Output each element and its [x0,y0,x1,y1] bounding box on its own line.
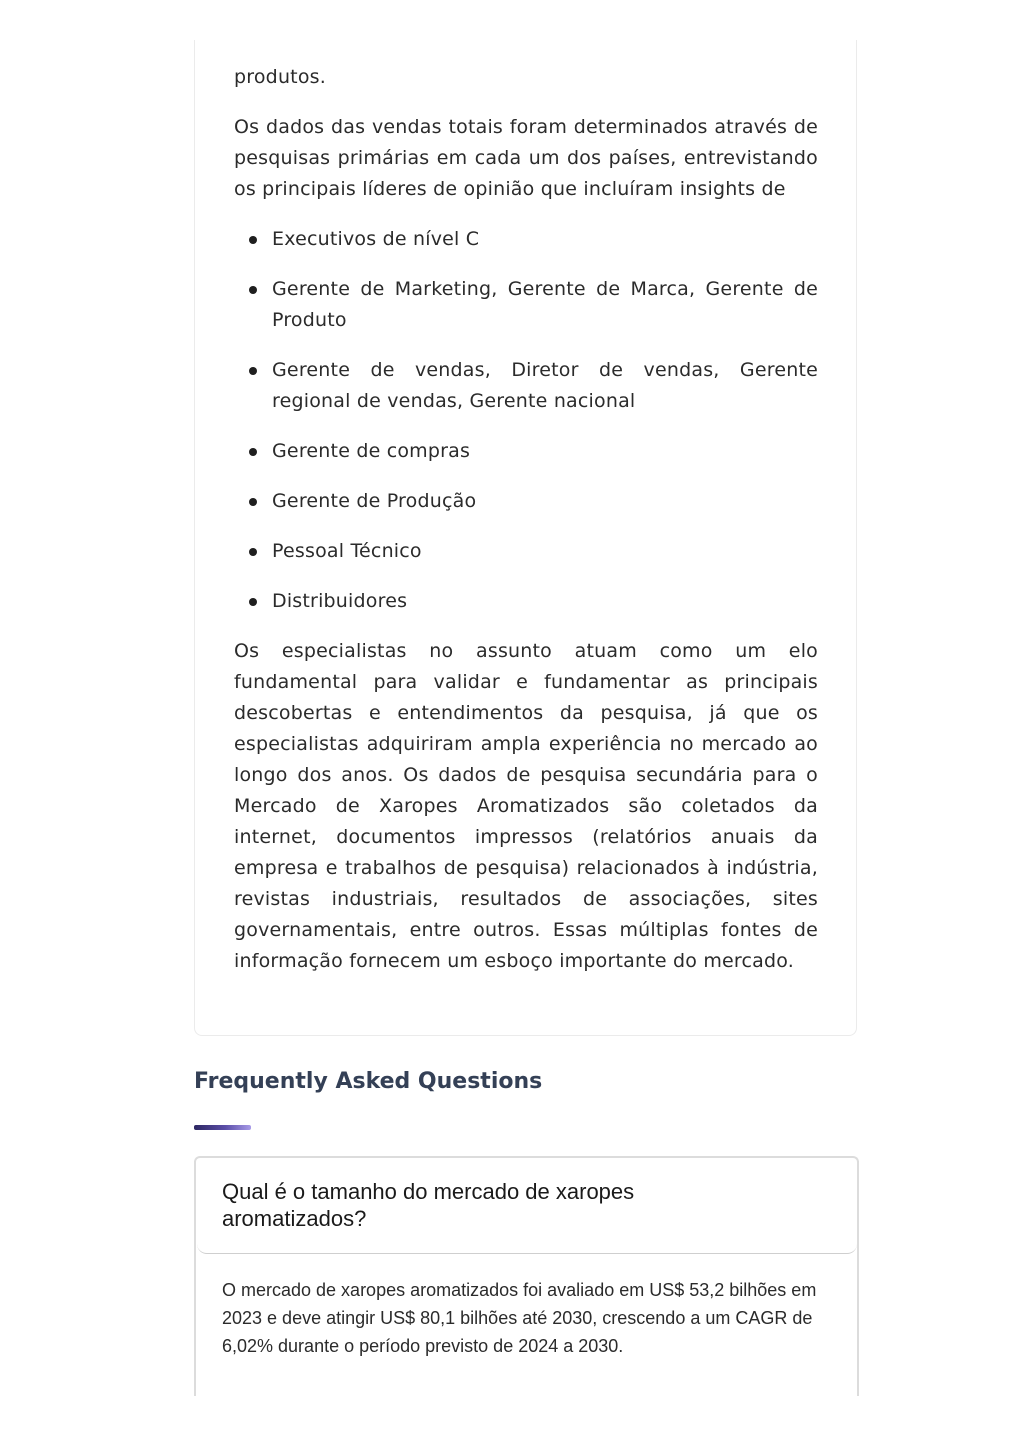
list-item: Gerente de vendas, Diretor de vendas, Gerente regional de vendas, Gerente nacional [234,355,818,417]
bullet-icon [249,498,257,506]
bullet-icon [249,367,257,375]
list-item: Pessoal Técnico [234,536,818,567]
bullet-icon [249,598,257,606]
faq-question[interactable]: Qual é o tamanho do mercado de xaropes aromatizados? [222,1179,635,1231]
list-item: Gerente de Marketing, Gerente de Marca, Gerente de Produto [234,274,818,336]
faq-heading: Frequently Asked Questions [194,1069,543,1094]
list-item: Gerente de compras [234,436,818,467]
bullet-icon [249,286,257,294]
lead-fragment: produtos. [234,66,326,88]
list-item: Gerente de Produção [234,486,818,517]
closing-paragraph: Os especialistas no assunto atuam como um elo fundamental para validar e fundamentar as principais descobertas e entendimentos da pesquisa, já que os especialistas adquiriram ampla experiência no mercado ao longo dos anos. Os dados de pesquisa secundária para o Mercado de Xaropes Aromatizados são coletados da internet, documentos impressos (relatórios anuais da empresa e trabalhos de pesquisa) relacionados à indústria, revistas industriais, resultados de associações, sites governamentais, entre outros. Essas múltiplas fontes de informação fornecem um esboço importante do mercado. [234,640,818,972]
bullet-icon [249,548,257,556]
bullet-icon [249,448,257,456]
article-body [234,62,818,996]
respondent-list [234,224,818,617]
list-item: Executivos de nível C [234,224,818,255]
list-item: Distribuidores [234,586,818,617]
bullet-icon [249,236,257,244]
intro-paragraph: Os dados das vendas totais foram determinados através de pesquisas primárias em cada um dos países, entrevistando os principais líderes de opinião que incluíram insights de [234,116,818,200]
faq-answer: O mercado de xaropes aromatizados foi avaliado em US$ 53,2 bilhões em 2023 e deve atingir US$ 80,1 bilhões até 2030, crescendo a um CAGR de 6,02% durante o período previsto de 2024 a 2030. [222,1280,817,1356]
faq-heading-underline [194,1125,251,1130]
